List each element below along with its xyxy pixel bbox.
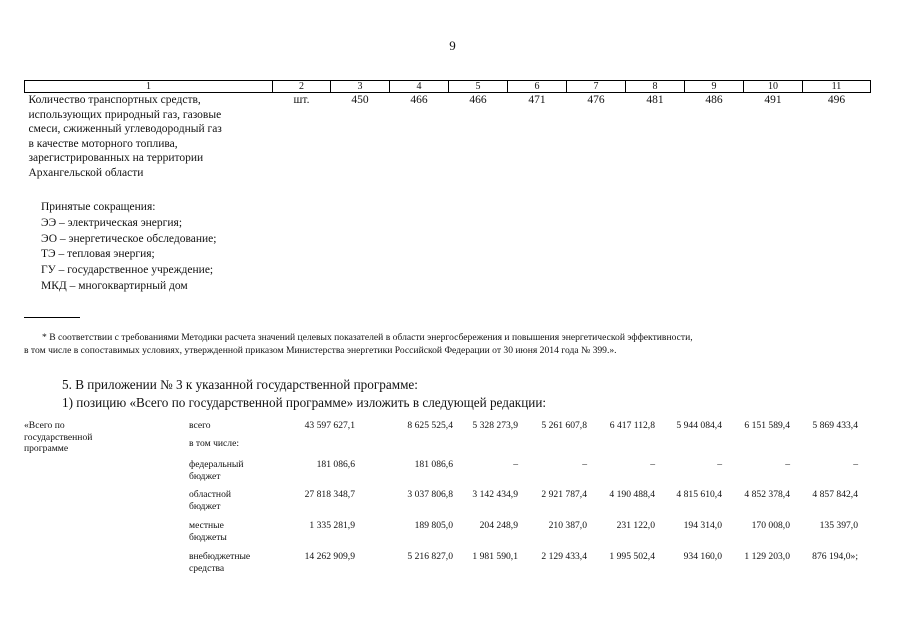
value-cell: 496 — [827, 94, 846, 106]
column-number-header — [25, 81, 871, 93]
finance-value-cell: 181 086,6 — [414, 459, 453, 470]
finance-value-cell: – — [513, 459, 518, 470]
program-label-line: программе — [24, 443, 69, 454]
value-cell: 466 — [469, 94, 487, 106]
finance-row-label-line: федеральный — [189, 459, 244, 470]
finance-value-cell: 2 129 433,4 — [541, 551, 587, 562]
finance-row-label — [189, 459, 244, 482]
amendment-subparagraph: 1) позицию «Всего по государственной программе» изложить в следующей редакции: — [62, 395, 547, 410]
finance-value-cell: 27 818 348,7 — [304, 489, 355, 500]
finance-value-cell: 4 815 610,4 — [676, 489, 722, 500]
program-label — [24, 420, 92, 455]
col-header: 6 — [508, 81, 567, 93]
finance-value-cell: 231 122,0 — [616, 520, 655, 531]
finance-value-cell: 5 944 084,4 — [676, 420, 722, 431]
finance-value-cell: – — [650, 459, 655, 470]
description-line: зарегистрированных на территории — [28, 152, 204, 165]
finance-value-cell: 1 995 502,4 — [609, 551, 655, 562]
unit-cell: шт. — [293, 94, 310, 106]
value-cell: 471 — [528, 94, 546, 106]
description-line: в качестве моторного топлива, — [28, 137, 178, 150]
footnote-line: в том числе в сопоставимых условиях, утвержденной приказом Министерства энергетики Российской Федерации от 30 июня 2014 года № 399.». — [24, 345, 617, 356]
finance-row-label-line: бюджеты — [189, 531, 227, 543]
finance-value-cell: 6 151 589,4 — [744, 420, 790, 431]
value-cell: 481 — [646, 94, 664, 106]
indicator-description — [25, 93, 273, 181]
amendment-paragraph: 5. В приложении № 3 к указанной государственной программе: — [62, 377, 418, 392]
col-header: 10 — [744, 81, 803, 93]
finance-value-cell: 14 262 909,9 — [304, 551, 355, 562]
finance-row-label-line: внебюджетные — [189, 551, 251, 562]
finance-value-cell: – — [717, 459, 722, 470]
finance-row-label-line: средства — [189, 562, 225, 574]
finance-value-cell: 210 387,0 — [548, 520, 587, 531]
finance-value-cell: 43 597 627,1 — [304, 420, 355, 431]
value-cell: 491 — [764, 94, 782, 106]
description-line: смеси, сжиженный углеводородный газ — [28, 123, 222, 136]
abbreviation-item: ЭЭ – электрическая энергия; — [41, 216, 183, 229]
finance-row-label-line: бюджет — [189, 500, 221, 512]
finance-value-cell: – — [853, 459, 858, 470]
col-header: 5 — [449, 81, 508, 93]
finance-value-cell: 5 328 273,9 — [472, 420, 518, 431]
description-line: Количество транспортных средств, — [28, 94, 201, 106]
value-cell: 450 — [351, 94, 369, 106]
col-header: 9 — [685, 81, 744, 93]
page-number: 9 — [449, 38, 456, 53]
finance-row-label-line: местные — [189, 520, 224, 531]
value-cell: 486 — [705, 94, 723, 106]
finance-value-cell: 5 216 827,0 — [407, 551, 453, 562]
program-label-line: «Всего по — [24, 420, 65, 431]
finance-value-cell: 6 417 112,8 — [609, 420, 655, 431]
col-header: 3 — [331, 81, 390, 93]
finance-row-label-line: областной — [189, 489, 232, 500]
col-header: 2 — [273, 81, 331, 93]
finance-row-label-line: всего — [189, 420, 211, 431]
finance-value-cell: – — [785, 459, 790, 470]
abbreviation-item: ТЭ – тепловая энергия; — [41, 248, 155, 261]
finance-value-cell: 4 190 488,4 — [609, 489, 655, 500]
value-cell: 476 — [587, 94, 605, 106]
abbreviations-title: Принятые сокращения: — [41, 201, 156, 213]
abbreviation-item: ЭО – энергетическое обследование; — [41, 232, 217, 245]
program-label-line: государственной — [24, 431, 93, 443]
finance-value-cell: 876 194,0»; — [812, 551, 858, 562]
finance-row-label — [189, 520, 227, 543]
indicators-table — [24, 80, 871, 181]
finance-value-cell: 170 008,0 — [751, 520, 790, 531]
finance-row-label — [189, 420, 211, 432]
col-header: 1 — [25, 81, 273, 93]
finance-value-cell: 5 869 433,4 — [812, 420, 858, 431]
description-line: Архангельской области — [28, 166, 144, 179]
finance-value-cell: 194 314,0 — [683, 520, 722, 531]
footnote — [24, 331, 884, 357]
finance-value-cell: 1 129 203,0 — [744, 551, 790, 562]
finance-value-cell: 934 160,0 — [683, 551, 722, 562]
finance-value-cell: 5 261 607,8 — [541, 420, 587, 431]
finance-row-label — [189, 551, 250, 574]
finance-row-label-line: бюджет — [189, 470, 221, 482]
finance-value-cell: 189 805,0 — [414, 520, 453, 531]
finance-value-cell: 2 921 787,4 — [541, 489, 587, 500]
footnote-divider — [24, 317, 80, 318]
table-row — [25, 93, 871, 181]
finance-value-cell: 1 335 281,9 — [309, 520, 355, 531]
finance-value-cell: 204 248,9 — [479, 520, 518, 531]
footnote-line: * В соответствии с требованиями Методики расчета значений целевых показателей в области энергосбережения и повышения энергетической эффективности, — [42, 332, 693, 343]
finance-row-label — [189, 489, 231, 512]
description-line: использующих природный газ, газовые — [28, 108, 222, 121]
abbreviation-item: МКД – многоквартирный дом — [41, 279, 188, 292]
abbreviation-item: ГУ – государственное учреждение; — [41, 264, 214, 277]
finance-value-cell: 3 142 434,9 — [472, 489, 518, 500]
finance-row-label — [189, 438, 239, 450]
finance-table — [0, 420, 905, 600]
abbreviations-block — [41, 200, 216, 295]
finance-value-cell: 4 857 842,4 — [812, 489, 858, 500]
col-header: 4 — [390, 81, 449, 93]
finance-value-cell: 1 981 590,1 — [472, 551, 518, 562]
finance-value-cell: 135 397,0 — [819, 520, 858, 531]
finance-value-cell: – — [582, 459, 587, 470]
finance-value-cell: 3 037 806,8 — [407, 489, 453, 500]
col-header: 8 — [626, 81, 685, 93]
finance-row-label-line: в том числе: — [189, 438, 240, 449]
value-cell: 466 — [410, 94, 428, 106]
col-header: 7 — [567, 81, 626, 93]
finance-value-cell: 181 086,6 — [316, 459, 355, 470]
finance-value-cell: 4 852 378,4 — [744, 489, 790, 500]
col-header: 11 — [803, 81, 871, 93]
finance-value-cell: 8 625 525,4 — [407, 420, 453, 431]
